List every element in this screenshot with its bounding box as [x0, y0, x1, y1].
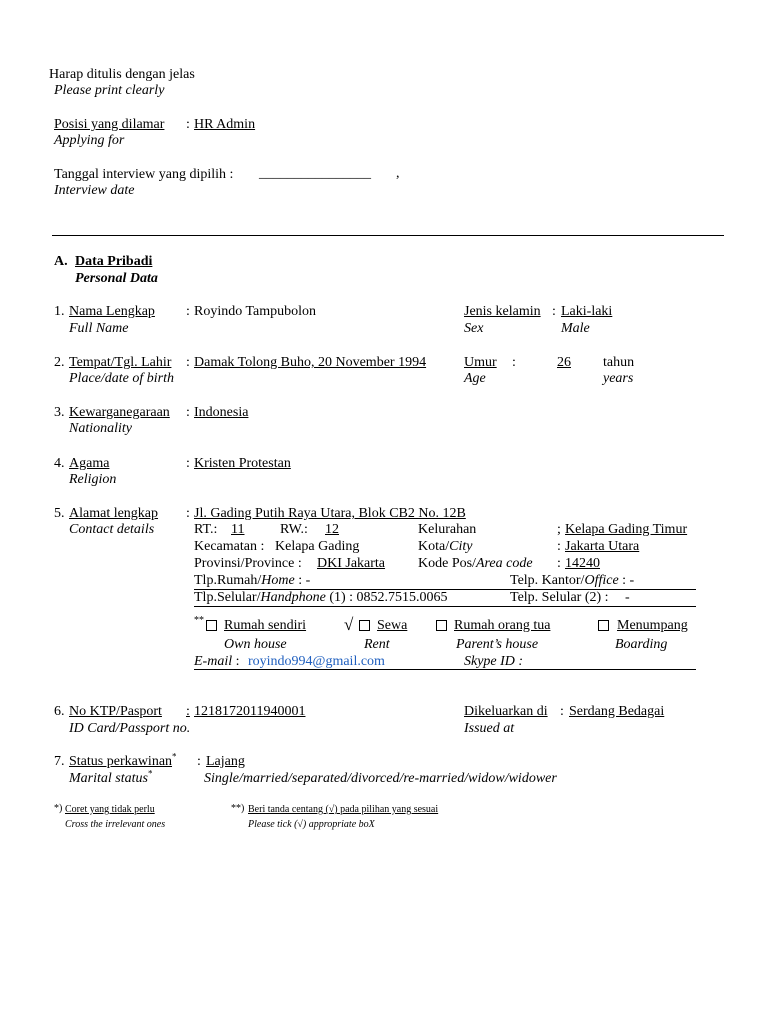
issued-at-value[interactable]: Serdang Bedagai [569, 704, 665, 719]
field-number: 7. [54, 754, 65, 769]
home-phone-value[interactable]: : - [298, 573, 311, 588]
rt-label: RT.: [194, 522, 218, 537]
check-mark-icon: √ [344, 615, 354, 634]
field-number: 5. [54, 506, 65, 521]
position-value[interactable]: HR Admin [194, 117, 256, 132]
field-number: 1. [54, 304, 65, 319]
skype-label: Skype ID : [464, 654, 524, 669]
kodepos-sep: : [557, 556, 561, 571]
footnote-1-text-en: Cross the irrelevant ones [65, 819, 166, 830]
checkbox-rent[interactable] [359, 620, 370, 631]
mobile-phone-label [194, 591, 448, 605]
full-name-label: Nama Lengkap [69, 304, 155, 319]
marital-status-label-en [69, 768, 153, 786]
marital-status-value[interactable]: Lajang [206, 754, 245, 769]
position-colon: : [186, 117, 190, 132]
kota-value[interactable]: Jakarta Utara [565, 539, 640, 554]
sex-value-en: Male [561, 321, 590, 336]
field-number: 6. [54, 704, 65, 719]
religion-value[interactable]: Kristen Protestan [194, 456, 291, 471]
own-house-label-en: Own house [224, 637, 287, 652]
marital-footnote-marker: * [172, 751, 177, 762]
mobile-phone-label-suffix: (1) : [329, 590, 354, 605]
provinsi-label: Provinsi/Province : [194, 556, 302, 571]
kodepos-label [418, 557, 533, 571]
section-divider [52, 235, 724, 236]
mobile-phone-label-id: Tlp.Selular/ [194, 590, 261, 605]
age-colon: : [512, 355, 516, 370]
rent-label: Sewa [377, 618, 408, 633]
religion-label-en: Religion [69, 472, 117, 487]
own-house-label: Rumah sendiri [224, 618, 307, 633]
housing-footnote-marker: ** [194, 615, 204, 626]
home-phone-label [194, 574, 310, 588]
sex-label: Jenis kelamin [464, 304, 541, 319]
sex-value[interactable]: Laki-laki [561, 304, 613, 319]
checkbox-own-house[interactable] [206, 620, 217, 631]
parents-house-label: Rumah orang tua [454, 618, 551, 633]
marital-status-label [69, 751, 177, 769]
age-label: Umur [464, 355, 497, 370]
mobile-phone-value[interactable]: 0852.7515.0065 [356, 590, 448, 605]
footnote-1-text: Coret yang tidak perlu [65, 804, 155, 815]
home-phone-label-id: Tlp.Rumah/ [194, 573, 262, 588]
checkbox-boarding[interactable] [598, 620, 609, 631]
full-name-label-en: Full Name [69, 321, 129, 336]
section-letter: A. [54, 254, 68, 269]
birth-label-en: Place/date of birth [69, 371, 174, 386]
email-colon: : [235, 654, 240, 669]
marital-footnote-marker-en: * [147, 768, 153, 779]
email-label-id: E-mail [194, 654, 233, 669]
interview-date-field[interactable]: ________________ [259, 166, 371, 181]
full-name-colon: : [186, 304, 190, 319]
field-number: 3. [54, 405, 65, 420]
footnote-2-text-en: Please tick (√) appropriate boX [248, 819, 375, 830]
interview-date-label: Tanggal interview yang dipilih : [54, 167, 234, 182]
interview-date-label-en: Interview date [54, 183, 135, 198]
nationality-label-en: Nationality [69, 421, 132, 436]
home-phone-label-en: Home [261, 573, 295, 588]
office-phone-label-en: Office [584, 573, 619, 588]
kodepos-label-id: Kode Pos/ [418, 556, 476, 571]
office-phone-value[interactable]: : - [622, 573, 635, 588]
print-clearly-label: Harap ditulis dengan jelas [49, 67, 195, 82]
birth-colon: : [186, 355, 190, 370]
issued-at-label: Dikeluarkan di [464, 704, 548, 719]
field-number: 2. [54, 355, 65, 370]
id-card-label: No KTP/Pasport [69, 704, 162, 719]
field-number: 4. [54, 456, 65, 471]
age-label-en: Age [464, 371, 486, 386]
kelurahan-sep: ; [557, 522, 561, 537]
id-card-label-en: ID Card/Passport no. [69, 721, 191, 736]
position-label-en: Applying for [54, 133, 125, 148]
religion-label: Agama [69, 456, 110, 471]
rent-label-en: Rent [364, 637, 390, 652]
marital-status-options: Single/married/separated/divorced/re-married/widow/widower [204, 771, 557, 786]
id-card-colon: : [186, 704, 190, 719]
marital-status-label-id: Status perkawinan [69, 754, 173, 769]
mobile2-label: Telp. Selular (2) : [510, 590, 609, 605]
boarding-label: Menumpang [617, 618, 688, 633]
street-value[interactable]: Jl. Gading Putih Raya Utara, Blok CB2 No. 12B [194, 506, 466, 521]
checkbox-parents-house[interactable] [436, 620, 447, 631]
kodepos-label-en: Area code [475, 556, 533, 571]
marital-status-colon: : [197, 754, 201, 769]
kecamatan-label: Kecamatan : [194, 539, 265, 554]
email-label [194, 655, 240, 669]
marital-status-label-en-text: Marital status [69, 771, 148, 786]
kota-sep: : [557, 539, 561, 554]
issued-at-colon: : [560, 704, 564, 719]
boarding-label-en: Boarding [615, 637, 668, 652]
nationality-colon: : [186, 405, 190, 420]
religion-colon: : [186, 456, 190, 471]
position-label: Posisi yang dilamar [54, 117, 165, 132]
address-label: Alamat lengkap [69, 506, 159, 521]
footnote-1-marker: *) [54, 803, 63, 814]
birth-value[interactable]: Damak Tolong Buho, 20 November 1994 [194, 355, 427, 370]
interview-date-comma: , [396, 166, 400, 181]
address-colon: : [186, 506, 190, 521]
office-phone-label [510, 574, 634, 588]
parents-house-label-en: Parent’s house [456, 637, 539, 652]
kodepos-value[interactable]: 14240 [565, 556, 600, 571]
rt-value[interactable]: 11 [231, 522, 245, 537]
issued-at-label-en: Issued at [464, 721, 515, 736]
kota-label-id: Kota/ [418, 539, 450, 554]
kecamatan-value[interactable]: Kelapa Gading [275, 539, 360, 554]
full-name-value[interactable]: Royindo Tampubolon [194, 304, 317, 319]
email-value[interactable]: royindo994@gmail.com [248, 654, 385, 669]
rw-label: RW.: [280, 522, 308, 537]
mobile2-value[interactable]: - [625, 590, 630, 605]
print-clearly-label-en: Please print clearly [54, 83, 165, 98]
age-value[interactable]: 26 [557, 355, 571, 370]
mobile-row-underline [194, 606, 696, 607]
footnote-2-marker: **) [231, 803, 245, 814]
address-label-en: Contact details [69, 522, 155, 537]
mobile-phone-label-en: Handphone [260, 590, 326, 605]
footnote-2-text: Beri tanda centang (√) pada pilihan yang sesuai [248, 804, 439, 815]
kota-label-en: City [449, 539, 473, 554]
rw-value[interactable]: 12 [325, 522, 339, 537]
provinsi-value[interactable]: DKI Jakarta [317, 556, 386, 571]
sex-colon: : [552, 304, 556, 319]
section-title-en: Personal Data [75, 271, 158, 286]
birth-label: Tempat/Tgl. Lahir [69, 355, 172, 370]
id-card-value[interactable]: 1218172011940001 [194, 704, 306, 719]
age-unit: tahun [603, 355, 635, 370]
kelurahan-label: Kelurahan [418, 522, 477, 537]
nationality-label: Kewarganegaraan [69, 405, 170, 420]
kota-label [418, 540, 472, 554]
office-phone-label-id: Telp. Kantor/ [510, 573, 585, 588]
email-row-underline [194, 669, 696, 670]
kelurahan-value[interactable]: Kelapa Gading Timur [565, 522, 688, 537]
age-unit-en: years [603, 371, 634, 386]
nationality-value[interactable]: Indonesia [194, 405, 249, 420]
sex-label-en: Sex [464, 321, 484, 336]
section-title: Data Pribadi [75, 254, 153, 269]
